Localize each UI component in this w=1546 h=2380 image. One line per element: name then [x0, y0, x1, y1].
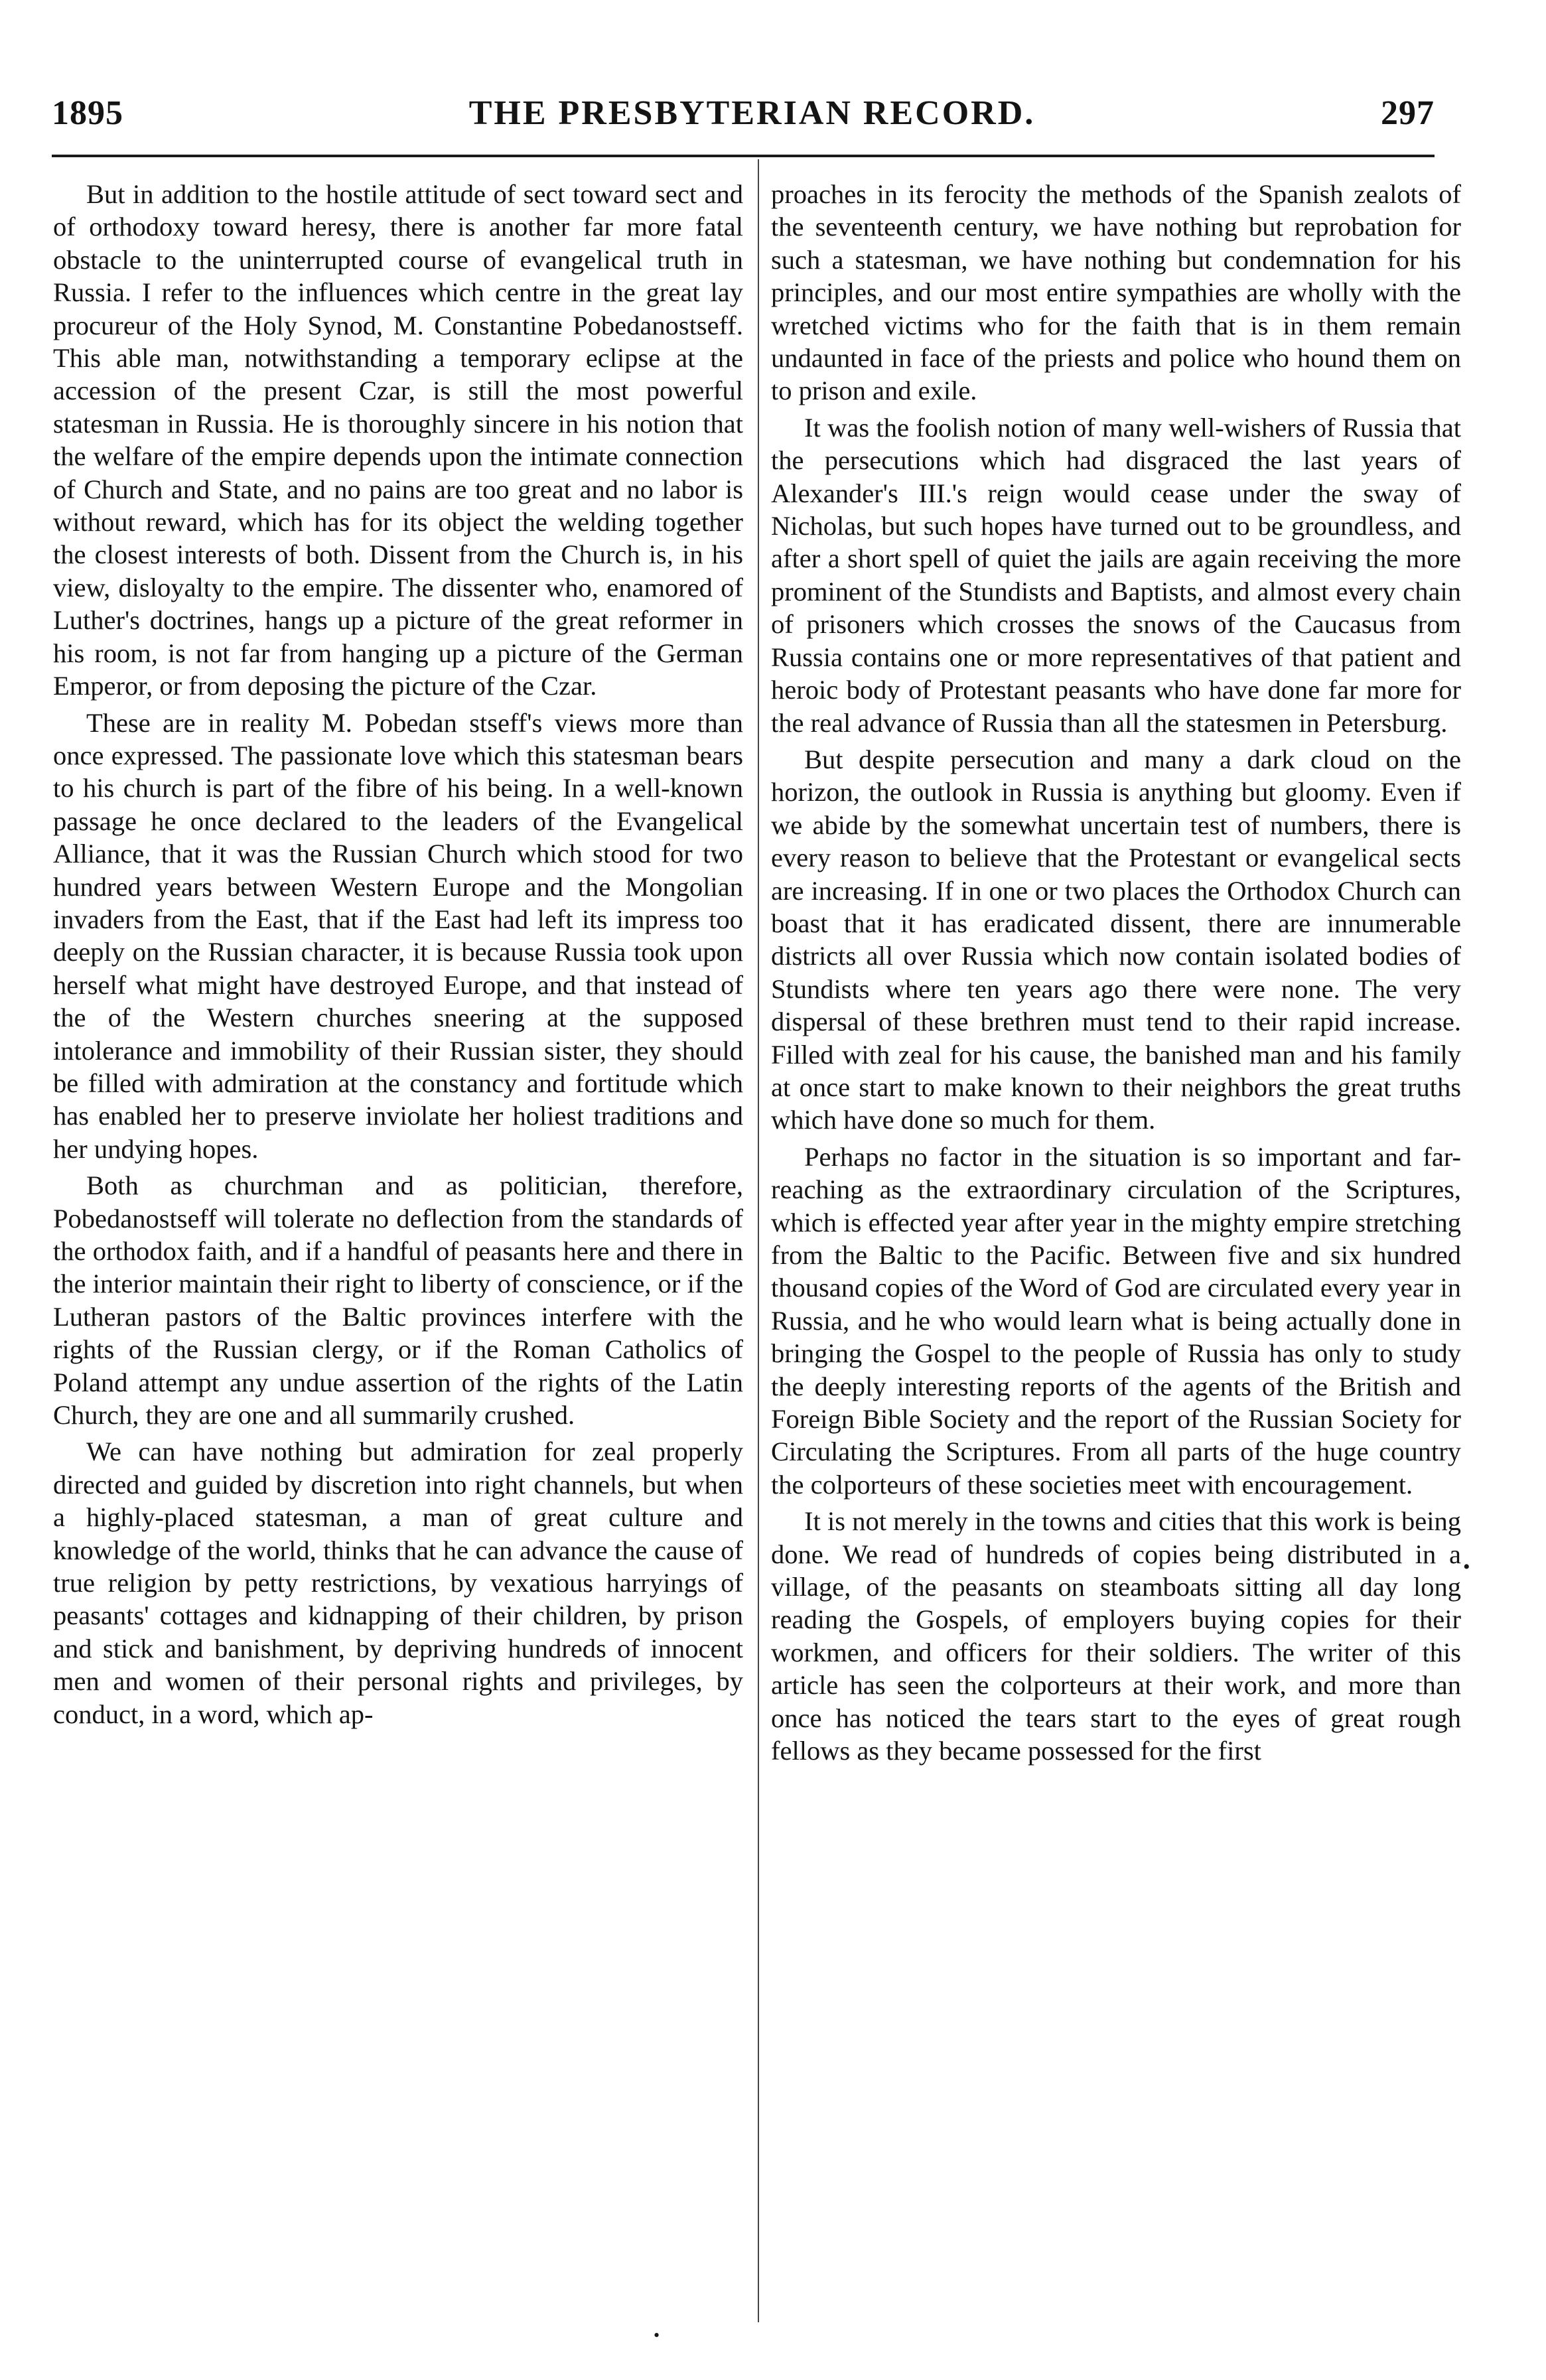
page-header — [52, 80, 1435, 146]
column-divider — [758, 159, 759, 2322]
paragraph: It is not merely in the towns and cities that this work is being done. We read of hundreds of copies being distributed in a village, of the peasants on steamboats sitting all day long reading the Gospels, of employers buying copies for their workmen, and officers for their soldiers. The writer of this article has seen the colporteurs at their work, and more than once has noticed the tears start to the eyes of great rough fellows as they became possessed for the first — [771, 1506, 1461, 1766]
margin-mark: • — [1463, 1556, 1470, 1578]
paragraph: These are in reality M. Pobedan stseff's views more than once expressed. The passionate love which this statesman bears to his church is part of the fibre of his being. In a well-known passage he once declared to the leaders of the Evangelical Alliance, that it was the Russian Church which stood for two hundred years between Western Europe and the Mongolian invaders from the East, that if the East had left its impress too deeply on the Russian character, it is because Russia took upon herself what might have destroyed Europe, and that instead of the of the Western churches sneering at the supposed intolerance and immobility of their Russian sister, they should be filled with admiration at the constancy and fortitude which has enabled her to preserve inviolate her holiest traditions and her undying hopes. — [53, 707, 743, 1164]
paragraph: We can have nothing but admiration for zeal properly directed and guided by discretion into right channels, but when a highly-placed statesman, a man of great culture and knowledge of the world, thinks that he can advance the cause of true religion by petty restrictions, by vexatious harryings of peasants' cottages and kidnapping of their children, by prison and stick and banishment, by depriving hundreds of innocent men and women of their personal rights and privileges, by conduct, in a word, which ap- — [53, 1436, 743, 1729]
right-column — [771, 178, 1461, 2321]
paragraph: Perhaps no factor in the situation is so important and far-reaching as the extraordinary circulation of the Scriptures, which is effected year after year in the mighty empire stretching from the Baltic to the Pacific. Between five and six hundred thousand copies of the Word of God are circulated every year in Russia, and he who would learn what is being actually done in bringing the Gospel to the people of Russia has only to study the deeply interesting reports of the agents of the British and Foreign Bible Society and the report of the Russian Society for Circulating the Scriptures. From all parts of the huge country the colporteurs of these societies meet with encouragement. — [771, 1141, 1461, 1500]
footer-mark: • — [654, 2326, 660, 2345]
paragraph: Both as churchman and as politician, therefore, Pobedanostseff will tolerate no deflection from the standards of the orthodox faith, and if a handful of peasants here and there in the interior maintain their right to liberty of conscience, or if the Lutheran pastors of the Baltic provinces interfere with the rights of the Russian clergy, or if the Roman Catholics of Poland attempt any undue assertion of the rights of the Latin Church, they are one and all summarily crushed. — [53, 1170, 743, 1431]
left-column — [53, 178, 743, 2321]
paragraph-continued: proaches in its ferocity the methods of the Spanish zealots of the seventeenth century, we have nothing but reprobation for such a statesman, we have nothing but condemnation for his principles, and our most entire sympathies are wholly with the wretched victims who for the faith that is in them remain undaunted in face of the priests and police who hound them on to prison and exile. — [771, 179, 1461, 406]
publication-title: THE PRESBYTERIAN RECORD. — [468, 94, 1036, 132]
paragraph: But in addition to the hostile attitude of sect toward sect and of orthodoxy toward heresy, there is another far more fatal obstacle to the uninterrupted course of evangelical truth in Russia. I refer to the influences which centre in the great lay procureur of the Holy Synod, M. Constantine Pobedanostseff. This able man, notwithstanding a temporary eclipse at the accession of the present Czar, is still the most powerful statesman in Russia. He is thoroughly sincere in his notion that the welfare of the empire depends upon the intimate connection of Church and State, and no pains are too great and no labor is without reward, which has for its object the welding together the closest interests of both. Dissent from the Church is, in his view, disloyalty to the empire. The dissenter who, enamored of Luther's doctrines, hangs up a picture of the great reformer in his room, is not far from hanging up a picture of the German Emperor, or from deposing the picture of the Czar. — [53, 179, 743, 701]
page-number: 297 — [1381, 94, 1435, 132]
paragraph: But despite persecution and many a dark cloud on the horizon, the outlook in Russia is anything but gloomy. Even if we abide by the somewhat uncertain test of numbers, there is every reason to believe that the Protestant or evangelical sects are increasing. If in one or two places the Orthodox Church can boast that it has eradicated dissent, there are innumerable districts all over Russia which now contain isolated bodies of Stundists where ten years ago there were none. The very dispersal of these brethren must tend to their rapid increase. Filled with zeal for his cause, the banished man and his family at once start to make known to their neighbors the great truths which have done so much for them. — [771, 744, 1461, 1135]
paragraph: It was the foolish notion of many well-wishers of Russia that the persecutions which had disgraced the last years of Alexander's III.'s reign would cease under the sway of Nicholas, but such hopes have turned out to be groundless, and after a short spell of quiet the jails are again receiving the more prominent of the Stundists and Baptists, and almost every chain of prisoners which crosses the snows of the Caucasus from Russia contains one or more representatives of that patient and heroic body of Protestant peasants who have done far more for the real advance of Russia than all the statesmen in Petersburg. — [771, 412, 1461, 738]
header-rule — [52, 155, 1435, 157]
header-year: 1895 — [52, 94, 123, 132]
